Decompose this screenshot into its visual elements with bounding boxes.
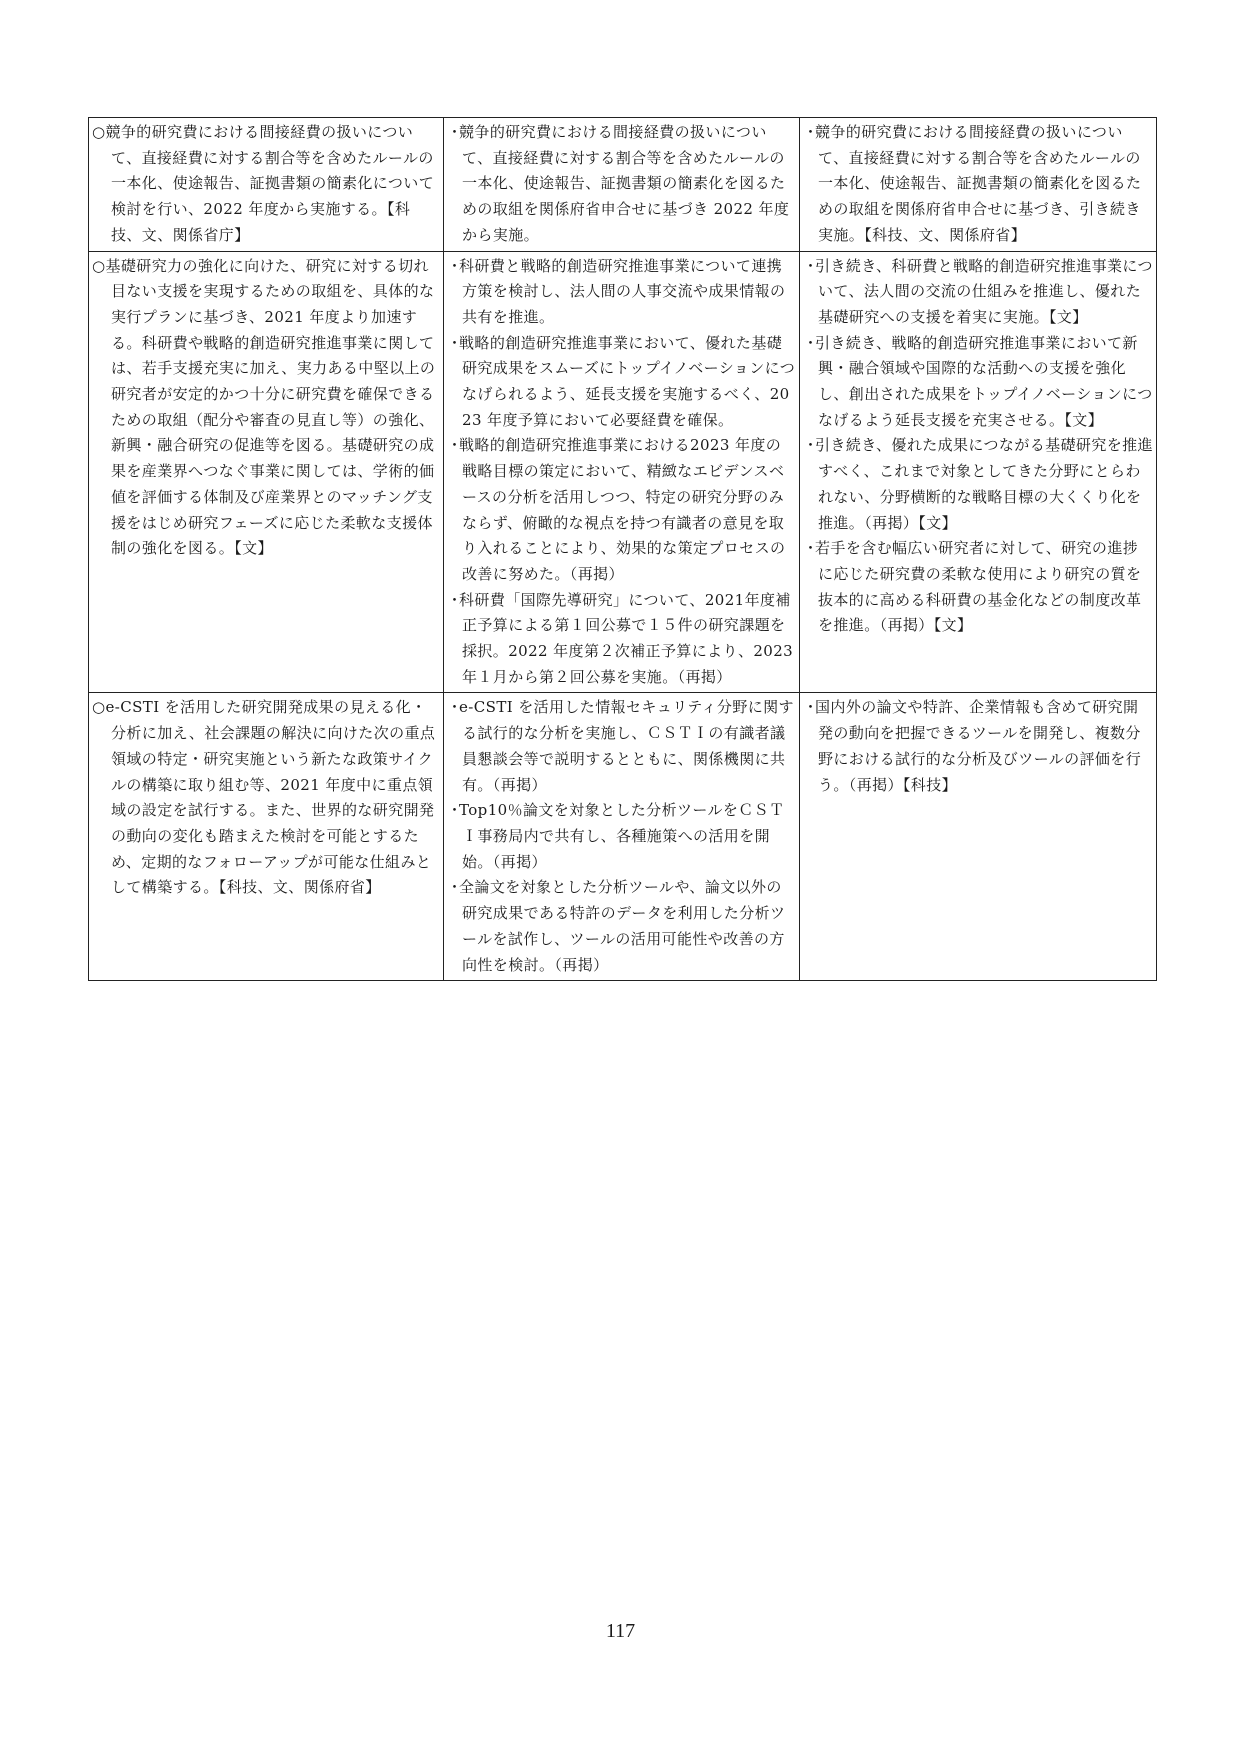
table-row	[89, 693, 1157, 981]
progress-item: ・ 競争的研究費における間接経費の扱いについて、直接経費に対する割合等を含めたルールの一本化、使途報告、証拠書類の簡素化を図るための取組を関係府省申合せに基づき 2022 年度から実施。	[447, 120, 796, 249]
table-row	[89, 251, 1157, 693]
policy-goal-cell	[89, 693, 444, 981]
next-action-cell	[800, 251, 1157, 693]
progress-item: ・ 全論文を対象とした分析ツールや、論文以外の研究成果である特許のデータを利用した分析ツールを試作し、ツールの活用可能性や改善の方向性を検討。（再掲）	[447, 875, 796, 978]
policy-goal-text: ○e-CSTI を活用した研究開発成果の見える化・分析に加え、社会課題の解決に向けた次の重点領域の特定・研究実施という新たな政策サイクルの構築に取り組む等、2021 年度中に重点領域の設定を試行する。また、世界的な研究開発の動向の変化も踏まえた検討を可能とするため、定期的なフォローアップが可能な仕組みとして構築する。【科技、文、関係府省】	[92, 698, 436, 897]
next-action-item: ・ 引き続き、科研費と戦略的創造研究推進事業について、法人間の交流の仕組みを推進し、優れた基礎研究への支援を着実に実施。【文】	[803, 254, 1153, 331]
progress-cell	[444, 118, 800, 252]
progress-item: ・ Top10％論文を対象とした分析ツールをＣＳＴＩ事務局内で共有し、各種施策への活用を開始。（再掲）	[447, 798, 796, 875]
next-action-item: ・ 若手を含む幅広い研究者に対して、研究の進捗に応じた研究費の柔軟な使用により研究の質を抜本的に高める科研費の基金化などの制度改革を推進。（再掲）【文】	[803, 536, 1153, 639]
next-action-item: ・ 国内外の論文や特許、企業情報も含めて研究開発の動向を把握できるツールを開発し、複数分野における試行的な分析及びツールの評価を行う。（再掲）【科技】	[803, 695, 1153, 798]
page-number: 117	[605, 1620, 636, 1642]
next-action-item: ・ 引き続き、戦略的創造研究推進事業において新興・融合領域や国際的な活動への支援を強化し、創出された成果をトップイノベーションにつなげるよう延長支援を充実させる。【文】	[803, 331, 1153, 434]
policy-table	[88, 117, 1157, 981]
policy-goal-text: ○基礎研究力の強化に向けた、研究に対する切れ目ない支援を実現するための取組を、具体的な実行プランに基づき、2021 年度より加速する。科研費や戦略的創造研究推進事業に関しては、若手支援充実に加え、実力ある中堅以上の研究者が安定的かつ十分に研究費を確保できるための取組（配分や審査の見直し等）の強化、新興・融合研究の促進等を図る。基礎研究の成果を産業界へつなぐ事業に関しては、学術的価値を評価する体制及び産業界とのマッチング支援をはじめ研究フェーズに応じた柔軟な支援体制の強化を図る。【文】	[92, 256, 436, 558]
next-action-item: ・ 競争的研究費における間接経費の扱いについて、直接経費に対する割合等を含めたルールの一本化、使途報告、証拠書類の簡素化を図るための取組を関係府省申合せに基づき、引き続き実施。【科技、文、関係府省】	[803, 120, 1153, 249]
table-row	[89, 118, 1157, 252]
next-action-cell	[800, 693, 1157, 981]
progress-item: ・ e-CSTI を活用した情報セキュリティ分野に関する試行的な分析を実施し、ＣＳＴＩの有識者議員懇談会等で説明するとともに、関係機関に共有。（再掲）	[447, 695, 796, 798]
progress-cell	[444, 693, 800, 981]
policy-goal-cell	[89, 118, 444, 252]
policy-goal-text: ○競争的研究費における間接経費の扱いについて、直接経費に対する割合等を含めたルールの一本化、使途報告、証拠書類の簡素化について検討を行い、2022 年度から実施する。【科技、文、関係省庁】	[92, 123, 435, 244]
next-action-cell	[800, 118, 1157, 252]
progress-item: ・ 科研費と戦略的創造研究推進事業について連携方策を検討し、法人間の人事交流や成果情報の共有を推進。	[447, 254, 796, 331]
policy-goal-cell	[89, 251, 444, 693]
progress-item: ・ 戦略的創造研究推進事業における2023 年度の戦略目標の策定において、精緻なエビデンスベースの分析を活用しつつ、特定の研究分野のみならず、俯瞰的な視点を持つ有識者の意見を取り入れることにより、効果的な策定プロセスの改善に努めた。（再掲）	[447, 433, 796, 587]
progress-cell	[444, 251, 800, 693]
progress-item: ・ 科研費「国際先導研究」について、2021年度補正予算による第１回公募で１５件の研究課題を採択。2022 年度第２次補正予算により、2023 年１月から第２回公募を実施。（再掲）	[447, 588, 796, 691]
next-action-item: ・ 引き続き、優れた成果につながる基礎研究を推進すべく、これまで対象としてきた分野にとらわれない、分野横断的な戦略目標の大くくり化を推進。（再掲）【文】	[803, 433, 1153, 536]
progress-item: ・ 戦略的創造研究推進事業において、優れた基礎研究成果をスムーズにトップイノベーションにつなげられるよう、延長支援を実施するべく、2023 年度予算において必要経費を確保。	[447, 331, 796, 434]
